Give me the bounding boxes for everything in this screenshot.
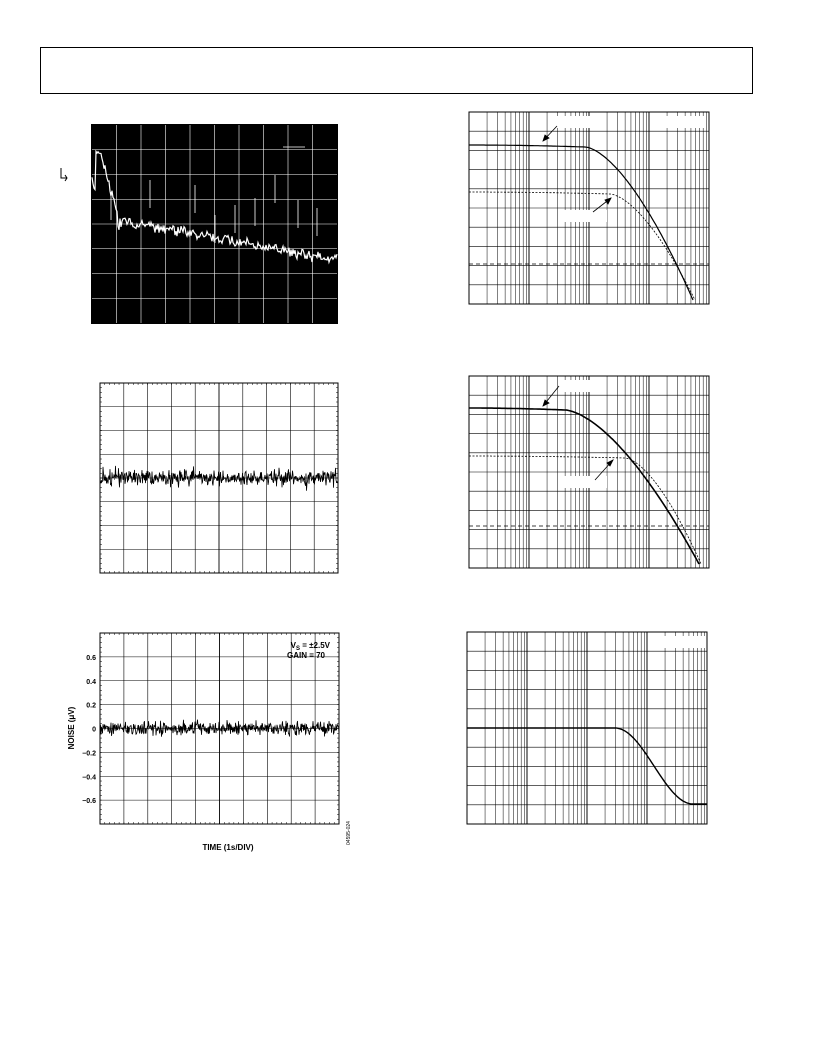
y-axis-label: NOISE (μV) <box>67 706 76 750</box>
y-tick-label: −0.2 <box>82 750 96 758</box>
y-tick-label: 0.2 <box>86 702 96 710</box>
page-header-box <box>40 47 753 94</box>
y-tick-label: 0.4 <box>86 678 96 686</box>
oscilloscope-capture <box>55 120 345 330</box>
r1-label-box-corner <box>665 116 705 128</box>
legend-gain: GAIN = 70 <box>286 651 325 660</box>
r2-label-box-top <box>559 380 605 392</box>
r1-label-box-top <box>553 116 605 128</box>
r3-label-box-corner <box>659 636 705 648</box>
x-axis-label: TIME (1s/DIV) <box>202 843 254 852</box>
trigger-marker-icon <box>61 168 67 181</box>
noise-chart-labeled <box>60 628 360 858</box>
y-tick-label: −0.6 <box>82 798 96 806</box>
figure-code: 04595-024 <box>346 821 352 845</box>
frequency-response-chart-3 <box>465 630 715 830</box>
y-tick-labels <box>82 655 96 805</box>
y-tick-label: 0.6 <box>86 654 96 662</box>
r1-label-box-bottom <box>559 210 607 222</box>
noise-chart-unlabeled <box>95 378 345 578</box>
y-tick-label: −0.4 <box>82 774 96 782</box>
y-tick-label: 0 <box>92 726 96 734</box>
frequency-response-chart-1 <box>465 108 715 308</box>
frequency-response-chart-2 <box>465 372 715 572</box>
r2-label-box-bottom <box>559 476 607 488</box>
legend-supply: $V_S = \pm 2.5V$ <box>290 641 330 652</box>
